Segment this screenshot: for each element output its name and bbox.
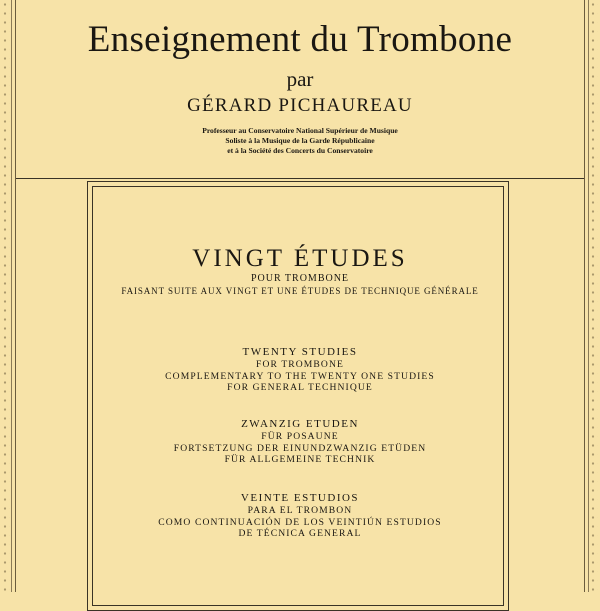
by-label: par — [286, 67, 314, 91]
german-title: ZWANZIG ETUDEN — [241, 418, 359, 430]
author-credits — [0, 126, 600, 156]
divider-rule — [16, 178, 584, 179]
german-line: FORTSETZUNG DER EINUNDZWANZIG ETÜDEN — [173, 442, 427, 454]
english-line: FOR GENERAL TECHNIQUE — [227, 382, 373, 393]
spanish-line: DE TÉCNICA GENERAL — [238, 528, 362, 539]
french-title: VINGT ÉTUDES — [192, 245, 408, 272]
french-line: POUR TROMBONE — [250, 273, 350, 284]
english-line: FOR TROMBONE — [256, 359, 344, 370]
english-block — [0, 346, 600, 394]
english-title: TWENTY STUDIES — [242, 346, 358, 358]
spanish-line: PARA EL TROMBON — [247, 505, 353, 516]
credit-line: et à la Société des Concerts du Conservatoire — [227, 146, 373, 155]
german-line: FÜR POSAUNE — [261, 431, 339, 442]
spanish-line: COMO CONTINUACIÓN DE LOS VEINTIÚN ESTUDIOS — [158, 516, 442, 528]
spanish-block — [0, 492, 600, 540]
spanish-title: VEINTE ESTUDIOS — [240, 492, 360, 504]
credit-line: Soliste à la Musique de la Garde Républicaine — [225, 136, 375, 145]
french-line: FAISANT SUITE AUX VINGT ET UNE ÉTUDES DE TECHNIQUE GÉNÉRALE — [121, 286, 479, 296]
german-block — [0, 418, 600, 466]
english-line: COMPLEMENTARY TO THE TWENTY ONE STUDIES — [165, 370, 435, 382]
german-line: FÜR ALLGEMEINE TECHNIK — [224, 454, 376, 465]
author-name: GÉRARD PICHAUREAU — [187, 95, 413, 116]
page-title: Enseignement du Trombone — [87, 19, 513, 60]
credit-line: Professeur au Conservatoire National Supérieur de Musique — [202, 126, 398, 135]
